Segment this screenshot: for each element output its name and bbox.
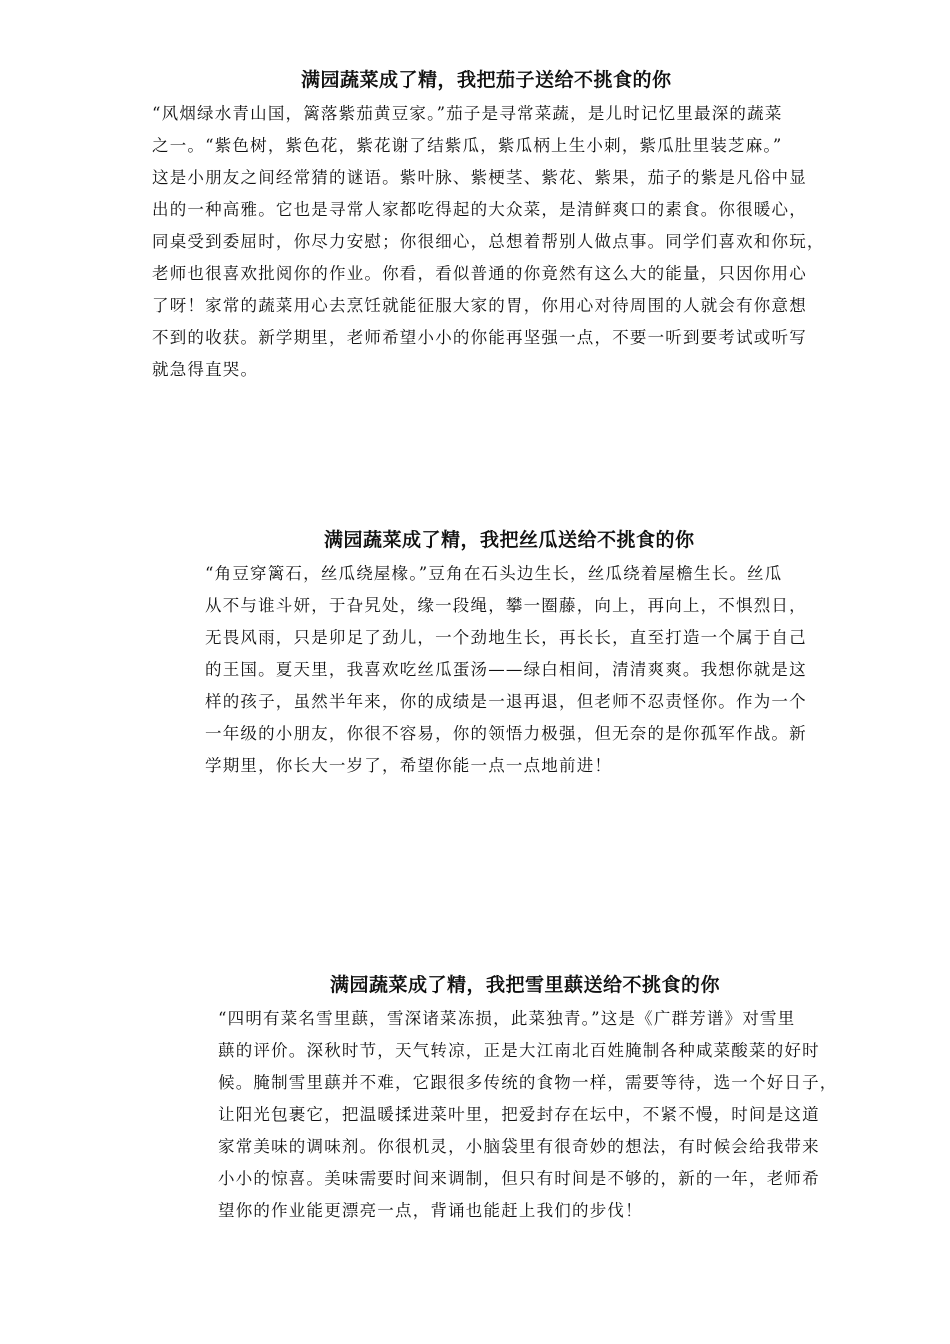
paragraph-line: 望你的作业能更漂亮一点，背诵也能赶上我们的步伐！ — [218, 1201, 643, 1220]
section-paragraph — [218, 1003, 918, 1227]
paragraph-line: 让阳光包裹它，把温暖揉进菜叶里，把爱封存在坛中，不紧不慢，时间是这道 — [218, 1105, 820, 1124]
paragraph-line: 无畏风雨，只是卯足了劲儿，一个劲地生长，再长长，直至打造一个属于自己 — [205, 628, 807, 647]
paragraph-line: 从不与谁斗妍，于旮旯处，缘一段绳，攀一圈藤，向上，再向上，不惧烈日， — [205, 596, 807, 615]
paragraph-line: 同桌受到委屈时，你尽力安慰；你很细心，总想着帮别人做点事。同学们喜欢和你玩， — [152, 232, 825, 251]
comment-section-loofah — [205, 528, 885, 782]
paragraph-line: 家常美味的调味剂。你很机灵，小脑袋里有很奇妙的想法，有时候会给我带来 — [218, 1137, 820, 1156]
paragraph-line: 样的孩子，虽然半年来，你的成绩是一退再退，但老师不忍责怪你。作为一个 — [205, 692, 807, 711]
paragraph-line: 了呀！家常的蔬菜用心去烹饪就能征服大家的胃，你用心对待周围的人就会有你意想 — [152, 296, 807, 315]
section-title: 满园蔬菜成了精，我把雪里蕻送给不挑食的你 — [330, 974, 721, 996]
paragraph-line: 蕻的评价。深秋时节，天气转凉，正是大江南北百姓腌制各种咸菜酸菜的好时 — [218, 1041, 820, 1060]
section-paragraph — [205, 558, 885, 782]
paragraph-line: 之一。“紫色树，紫色花，紫花谢了结紫瓜，紫瓜柄上生小刺，紫瓜肚里装芝麻。” — [152, 136, 783, 155]
paragraph-line: 候。腌制雪里蕻并不难，它跟很多传统的食物一样，需要等待，选一个好日子， — [218, 1073, 838, 1092]
paragraph-line: “风烟绿水青山国，篱落紫茄黄豆家。”茄子是寻常菜蔬，是儿时记忆里最深的蔬菜 — [152, 104, 783, 123]
paragraph-line: 就急得直哭。 — [152, 360, 259, 379]
paragraph-line: “四明有菜名雪里蕻，雪深诸菜冻损，此菜独青。”这是《广群芳谱》对雪里 — [218, 1009, 796, 1028]
paragraph-line: 学期里，你长大一岁了，希望你能一点一点地前进！ — [205, 756, 613, 775]
paragraph-line: 一年级的小朋友，你很不容易，你的领悟力极强，但无奈的是你孤军作战。新 — [205, 724, 807, 743]
section-paragraph — [152, 98, 882, 386]
paragraph-line: “角豆穿篱石，丝瓜绕屋椽。”豆角在石头边生长，丝瓜绕着屋檐生长。丝瓜 — [205, 564, 783, 583]
section-title: 满园蔬菜成了精，我把茄子送给不挑食的你 — [301, 69, 672, 91]
paragraph-line: 的王国。夏天里，我喜欢吃丝瓜蛋汤——绿白相间，清清爽爽。我想你就是这 — [205, 660, 807, 679]
comment-section-eggplant — [152, 68, 882, 386]
section-title: 满园蔬菜成了精，我把丝瓜送给不挑食的你 — [324, 529, 695, 551]
comment-section-potherb-mustard — [218, 973, 918, 1227]
paragraph-line: 老师也很喜欢批阅你的作业。你看，看似普通的你竟然有这么大的能量，只因你用心 — [152, 264, 807, 283]
paragraph-line: 出的一种高雅。它也是寻常人家都吃得起的大众菜，是清鲜爽口的素食。你很暖心， — [152, 200, 807, 219]
paragraph-line: 不到的收获。新学期里，老师希望小小的你能再坚强一点，不要一听到要考试或听写 — [152, 328, 807, 347]
paragraph-line: 小小的惊喜。美味需要时间来调制，但只有时间是不够的，新的一年，老师希 — [218, 1169, 820, 1188]
paragraph-line: 这是小朋友之间经常猜的谜语。紫叶脉、紫梗茎、紫花、紫果，茄子的紫是凡俗中显 — [152, 168, 807, 187]
